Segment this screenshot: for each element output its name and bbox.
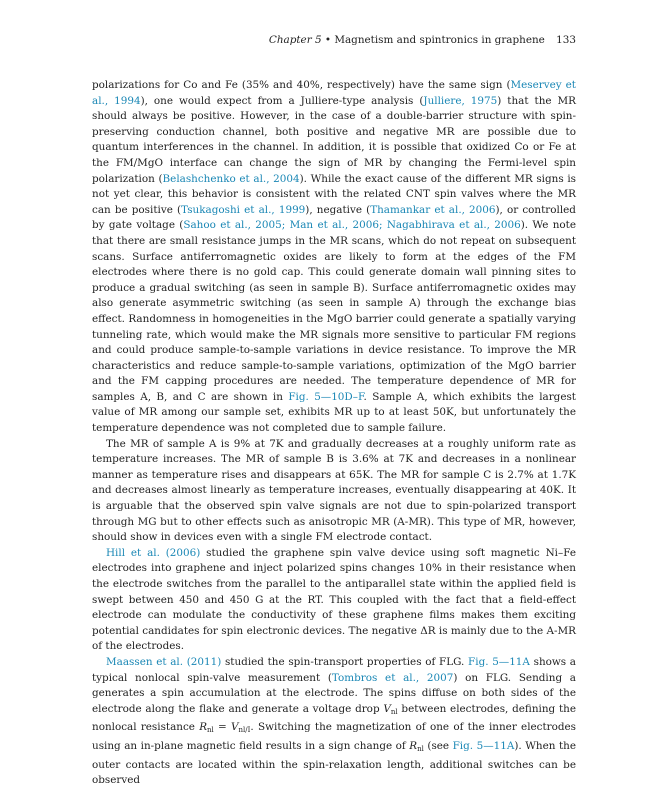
paragraph-4 bbox=[92, 655, 576, 789]
text-run: . Switching the magnetization of one of the inner electrodes using an in-plane magnetic field results in a sign change of bbox=[92, 721, 577, 752]
text-run: ) on FLG. Sending a generates a spin accumulation at the electrode. The spins diffuse on both sides of the electrode along the flake and generate a voltage drop bbox=[92, 671, 576, 715]
math-subscript: nl bbox=[390, 707, 398, 716]
paragraph-2: The MR of sample A is 9% at 7K and gradually decreases at a roughly uniform rate as temperature increases. The MR of sample B is 3.6% at 7K and decreases in a nonlinear manner as temperature rises and disappears at 65K. The MR for sample C is 2.7% at 1.7K and decreases almost linearly as temperature increases, eventually disappearing at 40K. It is arguable that the observed spin valve signals are not due to spin-polarized transport through MG but to other effects such as anisotropic MR (A-MR). This type of MR, however, should show in devices even with a single FM electrode contact. bbox=[92, 437, 576, 544]
math-variable: R bbox=[199, 721, 208, 734]
chapter-title: Magnetism and spintronics in graphene bbox=[334, 34, 545, 46]
figure-link[interactable]: Fig. 5—11A bbox=[452, 739, 515, 752]
text-run: ), or controlled by gate voltage ( bbox=[92, 203, 576, 232]
citation-link[interactable]: Julliere, 1975 bbox=[423, 94, 498, 107]
math-subscript: nl/I bbox=[238, 726, 251, 735]
math-variable: V bbox=[383, 702, 391, 715]
figure-link[interactable]: Fig. 5—10D–F bbox=[288, 390, 364, 403]
text-run: studied the spin-transport properties of FLG. bbox=[221, 655, 469, 668]
citation-link[interactable]: Maassen et al. (2011) bbox=[106, 655, 222, 668]
text-run: polarizations for Co and Fe (35% and 40%, respectively) have the same sign ( bbox=[92, 79, 511, 91]
text-run: (see bbox=[423, 739, 453, 752]
text-run: ), negative ( bbox=[305, 203, 371, 216]
text-run: . Sample A, which exhibits the largest value of MR among our sample set, exhibits MR up to at least 50K, but unfortunately the temperature dependence was not completed due to sample failure. bbox=[92, 390, 576, 435]
citation-link[interactable]: Tombros et al., 2007 bbox=[331, 671, 454, 684]
math-subscript: nl bbox=[417, 744, 424, 753]
text-run: between electrodes, defining the nonlocal resistance bbox=[92, 702, 577, 734]
text-run: ). We note that there are small resistance jumps in the MR scans, which do not repeat on subsequent scans. Surface antiferromagnetic oxides are likely to form at the edges of the FM electrodes where there is no gold cap. This could generate domain wall pinning sites to produce a gradual switching (as seen in sample B). Surface antiferromagnetic oxides may also generate asymmetric switching (as seen in sample A) through the exchange bias effect. Randomness in homogeneities in the MgO barrier could generate a spatially varying tunneling rate, which would make the MR signals more sensitive to particular FM regions and could produce sample-to-sample variations in device resistance. To improve the MR characteristics and reduce sample-to-sample variations, optimization of the MgO barrier and the FM capping procedures are needed. The temperature dependence of MR for samples A, B, and C are shown in bbox=[92, 219, 577, 403]
paragraph-1 bbox=[92, 78, 576, 437]
text-run: ). While the exact cause of the different MR signs is not yet clear, this behavior is consistent with the related CNT spin valves where the MR can be positive ( bbox=[92, 172, 576, 216]
running-header bbox=[92, 32, 576, 48]
chapter-label: Chapter 5 bbox=[268, 34, 322, 46]
citation-link[interactable]: Hill et al. (2006) bbox=[106, 546, 201, 559]
citation-link[interactable]: Belashchenko et al., 2004 bbox=[162, 172, 300, 185]
header-bullet: • bbox=[324, 34, 332, 46]
citation-link[interactable]: Tsukagoshi et al., 1999 bbox=[181, 203, 306, 216]
text-run: shows a typical nonlocal spin-valve measurement ( bbox=[92, 655, 576, 684]
text-run: ) that the MR should always be positive. However, in the case of a double-barrier structure with spin-preserving conduction channel, both positive and negative MR are possible due to quantum interferences in the channel. In addition, it is possible that oxidized Co or Fe at the FM/MgO interface can change the sign of MR by changing the Fermi-level spin polarization ( bbox=[92, 94, 576, 185]
text-run: ). When the outer contacts are located within the spin-relaxation length, additional switches can be observed bbox=[92, 739, 576, 787]
math-variable: V bbox=[231, 721, 239, 734]
text-run: = bbox=[213, 721, 232, 734]
math-variable: R bbox=[409, 739, 418, 752]
page-number: 133 bbox=[556, 34, 576, 46]
paragraph-3 bbox=[92, 546, 576, 655]
figure-link[interactable]: Fig. 5—11A bbox=[468, 655, 530, 668]
text-run: ), one would expect from a Julliere-type analysis ( bbox=[140, 94, 424, 107]
math-subscript: nl bbox=[207, 726, 214, 735]
body-text bbox=[92, 78, 576, 789]
citation-link[interactable]: Thamankar et al., 2006 bbox=[370, 203, 496, 216]
text-run: studied the graphene spin valve device using soft magnetic Ni–Fe electrodes into graphene and inject polarized spins changes 10% in their resistance when the electrode switches from the parallel to the antiparallel state within the applied field is swept between 450 and 450 G at the RT. This coupled with the fact that a field-effect electrode can modulate the conductivity of these graphene films makes them exciting potential candidates for spin electronic devices. The negative ΔR is mainly due to the A-MR of the electrodes. bbox=[92, 546, 576, 653]
citation-link[interactable]: Sahoo et al., 2005; Man et al., 2006; Nagabhirava et al., 2006 bbox=[183, 219, 521, 232]
citation-link[interactable]: Meservey et al., 1994 bbox=[92, 79, 576, 107]
